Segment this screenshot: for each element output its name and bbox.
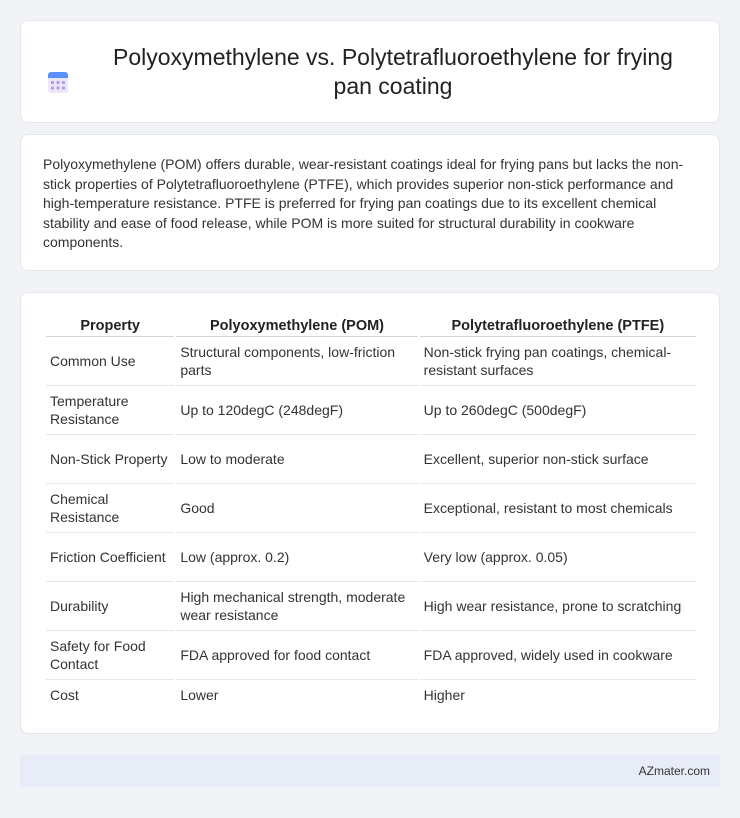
- pom-cell: Good: [176, 484, 417, 533]
- comparison-card: [20, 292, 720, 734]
- property-cell: Temperature Resistance: [46, 386, 174, 435]
- ptfe-cell: Up to 260degC (500degF): [420, 386, 696, 435]
- pom-cell: Up to 120degC (248degF): [176, 386, 417, 435]
- calendar-grid-icon: [47, 70, 69, 94]
- pom-cell: FDA approved for food contact: [176, 631, 417, 680]
- table-row: [46, 631, 696, 680]
- table-row: [46, 680, 696, 710]
- property-cell: Chemical Resistance: [46, 484, 174, 533]
- summary-card: [20, 134, 720, 271]
- ptfe-cell: FDA approved, widely used in cookware: [420, 631, 696, 680]
- table-row: [46, 337, 696, 386]
- ptfe-cell: Exceptional, resistant to most chemicals: [420, 484, 696, 533]
- table-row: [46, 484, 696, 533]
- table-row: [46, 386, 696, 435]
- ptfe-cell: High wear resistance, prone to scratching: [420, 582, 696, 631]
- pom-cell: Lower: [180, 687, 219, 703]
- table-row: [46, 533, 696, 582]
- table-row: [46, 435, 696, 484]
- property-cell: Common Use: [46, 337, 174, 386]
- table-header-row: [46, 315, 696, 337]
- property-cell: Cost: [50, 687, 79, 703]
- pom-cell: Structural components, low-friction parts: [176, 337, 417, 386]
- page-title: Polyoxymethylene vs. Polytetrafluoroethylene for frying pan coating: [113, 43, 673, 99]
- summary-paragraph: Polyoxymethylene (POM) offers durable, wear-resistant coatings ideal for frying pans but lacks the non-stick properties of Polytetrafluoroethylene (PTFE), which provides superior non-stick performance and high-temperature resistance. PTFE is preferred for frying pan coatings due to its excellent chemical stability and ease of food release, while POM is more suited for structural durability in cookware components.: [43, 156, 684, 250]
- footer-bar: [20, 754, 720, 787]
- title-card: [20, 20, 720, 123]
- property-cell: Durability: [46, 582, 174, 631]
- comparison-table: [44, 315, 698, 710]
- header-ptfe: Polytetrafluoroethylene (PTFE): [420, 315, 696, 337]
- pom-cell: High mechanical strength, moderate wear resistance: [176, 582, 417, 631]
- ptfe-cell: Higher: [423, 687, 465, 703]
- title-row: [40, 43, 700, 101]
- header-pom: Polyoxymethylene (POM): [176, 315, 417, 337]
- pom-cell: Low (approx. 0.2): [176, 533, 417, 582]
- footer-site-label: AZmater.com: [638, 764, 710, 778]
- table-row: [46, 582, 696, 631]
- ptfe-cell: Very low (approx. 0.05): [420, 533, 696, 582]
- header-property: Property: [46, 315, 174, 337]
- pom-cell: Low to moderate: [176, 435, 417, 484]
- property-cell: Non-Stick Property: [46, 435, 174, 484]
- property-cell: Safety for Food Contact: [46, 631, 174, 680]
- ptfe-cell: Excellent, superior non-stick surface: [420, 435, 696, 484]
- property-cell: Friction Coefficient: [46, 533, 174, 582]
- ptfe-cell: Non-stick frying pan coatings, chemical-resistant surfaces: [420, 337, 696, 386]
